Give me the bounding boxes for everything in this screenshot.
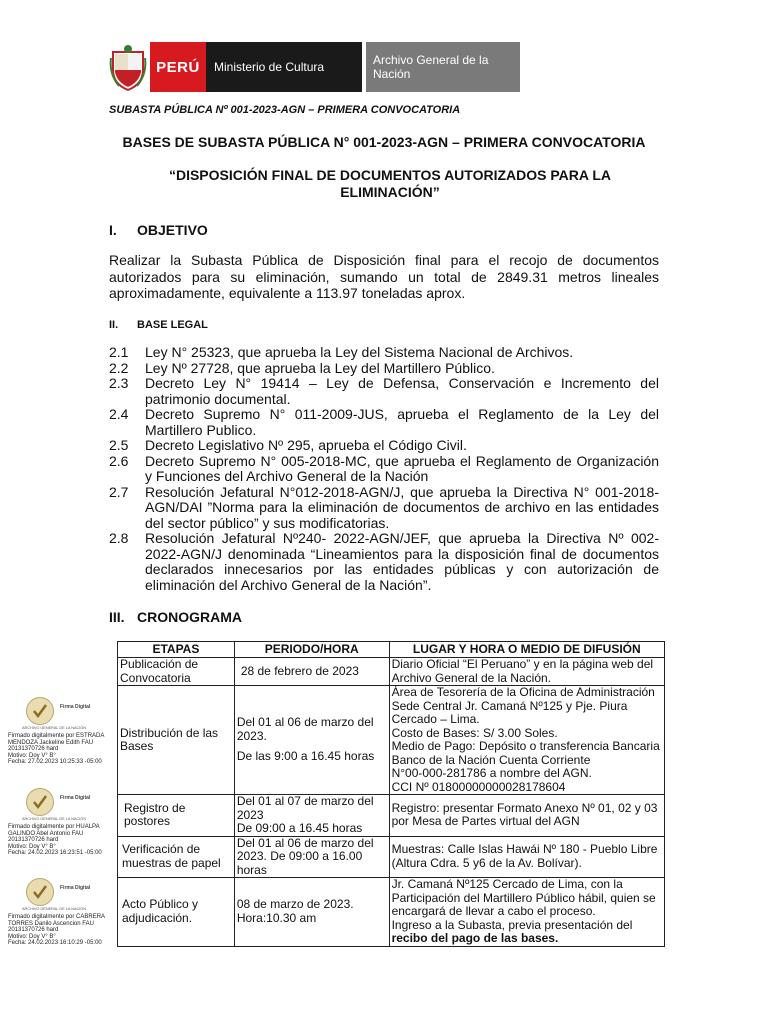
periodo-dates: Del 01 al 07 de marzo del 2023	[236, 794, 374, 822]
lugar-cell	[389, 686, 664, 795]
lugar-line: Medio de Pago: Depósito o transferencia Bancaria	[391, 739, 660, 753]
digital-signature-2: Firma Digital ARCHIVO GENERAL DE LA NACIÓN Firmado digitalmente por HUALPA GALINDO Abel Antonio FAU 20131370726 hard Motivo: Doy V° B° Fecha: 24.02.2023 16:23:51 -05:00	[8, 786, 114, 857]
document-reference: SUBASTA PÚBLICA Nº 001-2023-AGN – PRIMERA CONVOCATORIA	[109, 104, 461, 116]
list-item: 2.7 Resolución Jefatural N°012-2018-AGN/J, que aprueba la Directiva N° 001-2018-AGN/DAI ”Norma para la eliminación de documentos de archivo en las entidades del sector público” y sus modificatorias.	[109, 483, 659, 531]
lugar-line: Sede Central Jr. Camaná Nº125 y Pje. Piura	[391, 698, 628, 713]
column-header: LUGAR Y HORA O MEDIO DE DIFUSIÓN	[389, 642, 664, 658]
lugar-text: Jr. Camaná Nº125 Cercado de Lima, con la Participación del Martillero Público hábil, quien se encargará de llevar a cabo el proceso.	[391, 877, 656, 918]
signature-label: Firma Digital	[60, 795, 91, 801]
periodo-cell	[234, 795, 389, 837]
periodo-hours: De 09:00 a 16.45 horas	[236, 821, 363, 835]
signature-seal-icon	[26, 697, 54, 725]
etapa-cell: Verificación de muestras de papel	[118, 836, 235, 878]
list-item: 2.5 Decreto Legislativo Nº 295, aprueba el Código Civil.	[109, 437, 467, 453]
etapa-cell: Acto Público y adjudicación.	[118, 878, 235, 947]
list-item: 2.1 Ley N° 25323, que aprueba la Ley del Sistema Nacional de Archivos.	[109, 344, 574, 360]
objetivo-paragraph: Realizar la Subasta Pública de Disposición final para el recojo de documentos autorizados para su eliminación, sumando un total de 2849.31 metros lineales aproximadamente, equivalente a 113.97 toneladas aprox.	[109, 252, 659, 301]
lugar-cell: Registro: presentar Formato Anexo Nº 01, 02 y 03 por Mesa de Partes virtual del AGN	[389, 795, 664, 837]
lugar-cell	[389, 878, 664, 947]
table-row	[118, 878, 665, 947]
table-row	[118, 795, 665, 837]
list-item: 2.3 Decreto Ley N° 19414 – Ley de Defensa, Conservación e Incremento del patrimonio documental.	[109, 375, 659, 407]
signature-org: ARCHIVO GENERAL DE LA NACIÓN	[22, 907, 86, 911]
lugar-cell: Muestras: Calle Islas Hawái Nº 180 - Pueblo Libre (Altura Cdra. 5 y6 de la Av. Bolívar).	[389, 836, 664, 878]
etapa-cell: Publicación de Convocatoria	[118, 658, 235, 686]
section-objetivo-heading: I. OBJETIVO	[109, 222, 208, 238]
lugar-line: Banco de la Nación Cuenta Corriente	[391, 752, 591, 767]
base-legal-list	[109, 345, 659, 593]
page-title: BASES DE SUBASTA PÚBLICA N° 001-2023-AGN – PRIMERA CONVOCATORIA	[122, 134, 646, 150]
list-item: 2.8 Resolución Jefatural Nº240- 2022-AGN/JEF, que aprueba la Directiva Nº 002-2022-AGN/J denominada “Lineamientos para la disposición final de documentos declarados innecesarios por las entidades públicas y con autorización de eliminación del Archivo General de la Nación”.	[109, 530, 659, 593]
signature-seal-icon	[26, 878, 54, 906]
section-base-legal-heading: II. BASE LEGAL	[109, 319, 208, 331]
lugar-text-2: Ingreso a la Subasta, previa presentación del recibo del pago de las bases.	[391, 917, 633, 945]
document-subject: “DISPOSICIÓN FINAL DE DOCUMENTOS AUTORIZADOS PARA LA ELIMINACIÓN”	[168, 167, 612, 200]
periodo-cell: Del 01 al 06 de marzo del 2023. De 09:00 a 16.00 horas	[234, 836, 389, 878]
etapa-cell: Registro de postores	[118, 795, 235, 837]
signature-label: Firma Digital	[60, 704, 91, 710]
list-item: 2.2 Ley Nº 27728, que aprueba la Ley del Martillero Público.	[109, 359, 495, 376]
periodo-cell	[234, 686, 389, 795]
archive-logo: Archivo General de la Nación	[366, 42, 520, 92]
peru-logo: PERÚ	[150, 42, 206, 92]
ministry-logo: Ministerio de Cultura	[206, 42, 362, 92]
periodo-dates: Del 01 al 06 de marzo del 2023.	[236, 715, 374, 743]
digital-signature-3: Firma Digital ARCHIVO GENERAL DE LA NACIÓN Firmado digitalmente por CABRERA TORRES Danilo Ascencion FAU 20131370726 hard Motivo: Doy V° B° Fecha: 24.02.2023 16:10:29 -05:00	[8, 876, 114, 947]
periodo-cell: 28 de febrero de 2023	[234, 658, 389, 686]
table-row	[118, 836, 665, 878]
periodo-dates: 08 de marzo de 2023.	[236, 897, 354, 912]
digital-signature-1: Firma Digital ARCHIVO GENERAL DE LA NACIÓN Firmado digitalmente por ESTRADA MENDOZA Jackeline Edith FAU 20131370726 hard Motivo: Doy V° B° Fecha: 27.02.2023 10:25:33 -05:00	[8, 695, 114, 766]
column-header: PERIODO/HORA	[234, 642, 389, 658]
signature-org: ARCHIVO GENERAL DE LA NACIÓN	[22, 817, 86, 821]
section-cronograma-heading: III. CRONOGRAMA	[109, 609, 242, 625]
etapa-cell: Distribución de las Bases	[118, 686, 235, 795]
table-header-row	[118, 642, 665, 658]
column-header: ETAPAS	[118, 642, 235, 658]
lugar-line: Área de Tesorería de la Oficina de Administración	[391, 685, 655, 699]
lugar-line: Cercado – Lima.	[391, 712, 480, 726]
list-item: 2.6 Decreto Supremo N° 005-2018-MC, que aprueba el Reglamento de Organización y Funciones del Archivo General de la Nación	[109, 452, 659, 484]
table-row	[118, 658, 665, 686]
lugar-line: N°00-000-281786 a nombre del AGN.	[391, 766, 592, 780]
list-item: 2.4 Decreto Supremo N° 011-2009-JUS, aprueba el Reglamento de la Ley del Martillero Publico.	[109, 406, 659, 438]
signature-seal-icon	[26, 788, 54, 816]
lugar-line: Costo de Bases: S/ 3.00 Soles.	[391, 725, 558, 740]
periodo-hours: Hora:10.30 am	[236, 910, 317, 925]
lugar-cell: Diario Oficial “El Peruano” y en la página web del Archivo General de la Nación.	[389, 658, 664, 686]
signature-label: Firma Digital	[60, 885, 91, 891]
table-row	[118, 686, 665, 795]
signature-org: ARCHIVO GENERAL DE LA NACIÓN	[22, 726, 86, 730]
peru-coat-of-arms-icon	[109, 44, 147, 92]
periodo-hours: De las 9:00 a 16.45 horas	[236, 749, 375, 764]
periodo-cell	[234, 878, 389, 947]
lugar-line: CCI Nº 01800000000028178604	[391, 779, 566, 794]
cronograma-table	[117, 641, 665, 947]
